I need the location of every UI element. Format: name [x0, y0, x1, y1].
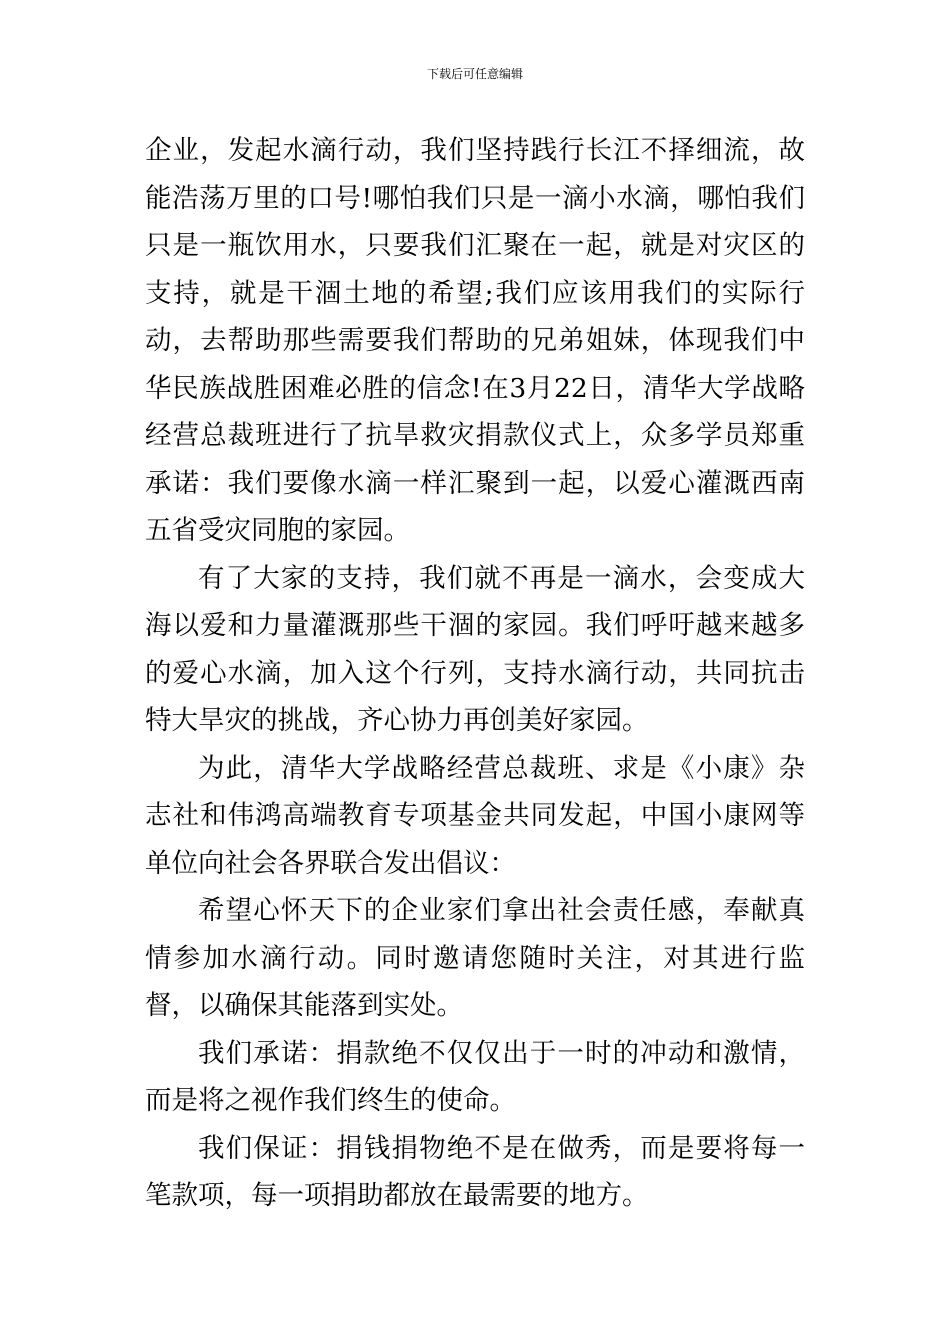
paragraph-support: 有了大家的支持，我们就不再是一滴水，会变成大海以爱和力量灌溉那些干涸的家园。我们呼吁越来越多的爱心水滴，加入这个行列，支持水滴行动，共同抗击特大旱灾的挑战，齐心协力再创美好家园。 — [145, 562, 805, 736]
paragraph-guarantee: 我们保证：捐钱捐物绝不是在做秀，而是要将每一笔款项，每一项捐助都放在最需要的地方。 — [145, 1132, 805, 1211]
page-header-note: 下载后可任意编辑 — [426, 67, 523, 81]
paragraph-continued: 企业，发起水滴行动，我们坚持践行长江不择细流，故能浩荡万里的口号!哪怕我们只是一滴小水滴，哪怕我们只是一瓶饮用水，只要我们汇聚在一起，就是对灾区的支持，就是干涸土地的希望;我们应该用我们的实际行动，去帮助那些需要我们帮助的兄弟姐妹，体现我们中华民族战胜困难必胜的信念!在3月22日，清华大学战略经营总裁班进行了抗旱救灾捐款仪式上，众多学员郑重承诺：我们要像水滴一样汇聚到一起，以爱心灌溉西南五省受灾同胞的家园。 — [145, 135, 805, 546]
document-body — [145, 127, 805, 1220]
paragraph-hope: 希望心怀天下的企业家们拿出社会责任感，奉献真情参加水滴行动。同时邀请您随时关注，对其进行监督，以确保其能落到实处。 — [145, 895, 805, 1021]
paragraph-promise: 我们承诺：捐款绝不仅仅出于一时的冲动和激情，而是将之视作我们终生的使命。 — [145, 1037, 805, 1116]
paragraph-initiators: 为此，清华大学战略经营总裁班、求是《小康》杂志社和伟鸿高端教育专项基金共同发起，中国小康网等单位向社会各界联合发出倡议： — [145, 752, 805, 879]
